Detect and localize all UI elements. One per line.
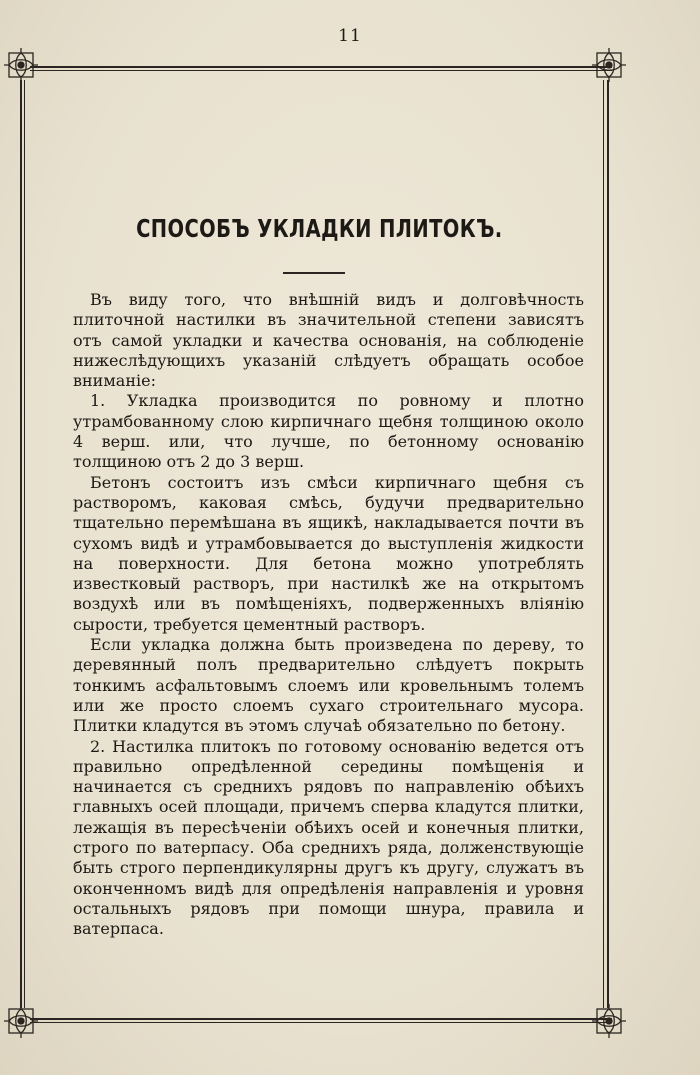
body-text — [73, 290, 584, 940]
frame-border-bottom-inner — [30, 1022, 612, 1023]
corner-ornament-icon — [592, 1004, 626, 1038]
paragraph-concrete: Бетонъ состоитъ изъ смѣси кирпичнаго щебня съ растворомъ, каковая смѣсь, будучи предварительно тщательно перемѣшана въ ящикѣ, накладывается почти въ сухомъ видѣ и утрамбовывается до выступленія жидкости на поверхности. Для бетона можно употреблять известковый растворъ, при настилкѣ же на открытомъ воздухѣ или въ помѣщеніяхъ, подверженныхъ вліянію сырости, требуется цементный растворъ. — [73, 472, 584, 634]
frame-border-right-inner — [603, 80, 604, 1008]
paragraph-intro: Въ виду того, что внѣшній видъ и долговѣчность плиточной настилки въ значительной степени зависятъ отъ самой укладки и качества основанія, на соблюденіе нижеслѣдующихъ указаній слѣдуетъ обращать особое вниманіе: — [73, 290, 584, 391]
frame-border-left-inner — [24, 80, 25, 1008]
paragraph-item-1: 1. Укладка производится по ровному и плотно утрамбованному слою кирпичнаго щебня толщиною около 4 верш. или, что лучше, по бетонному основанію толщиною отъ 2 до 3 верш. — [73, 391, 584, 472]
corner-ornament-icon — [592, 48, 626, 82]
page-number: 11 — [338, 26, 362, 46]
frame-border-left — [20, 80, 22, 1008]
frame-border-bottom — [30, 1018, 612, 1020]
corner-ornament-icon — [4, 1004, 38, 1038]
title-divider — [283, 272, 345, 274]
corner-ornament-icon — [4, 48, 38, 82]
paragraph-item-2: 2. Настилка плитокъ по готовому основанію ведется отъ правильно опредѣленной середины помѣщенія и начинается съ среднихъ рядовъ по направленію обѣихъ главныхъ осей площади, причемъ сперва кладутся плитки, лежащія въ пересѣченіи обѣихъ осей и конечныя плитки, строго по ватерпасу. Оба среднихъ ряда, долженствующіе быть строго перпендикулярны другъ къ другу, служатъ въ оконченномъ видѣ для опредѣленія направленія и уровня остальныхъ рядовъ при помощи шнура, правила и ватерпаса. — [73, 736, 584, 939]
section-title: СПОСОБЪ УКЛАДКИ ПЛИТОКЪ. — [136, 214, 503, 243]
frame-border-right — [607, 80, 609, 1008]
paragraph-wood-floor: Если укладка должна быть произведена по дереву, то деревянный полъ предварительно слѣдуетъ покрыть тонкимъ асфальтовымъ слоемъ или кровельнымъ толемъ или же просто слоемъ сухаго строительнаго мусора. Плитки кладутся въ этомъ случаѣ обязательно по бетону. — [73, 635, 584, 736]
frame-border-top — [30, 66, 612, 68]
frame-border-top-inner — [30, 70, 612, 71]
